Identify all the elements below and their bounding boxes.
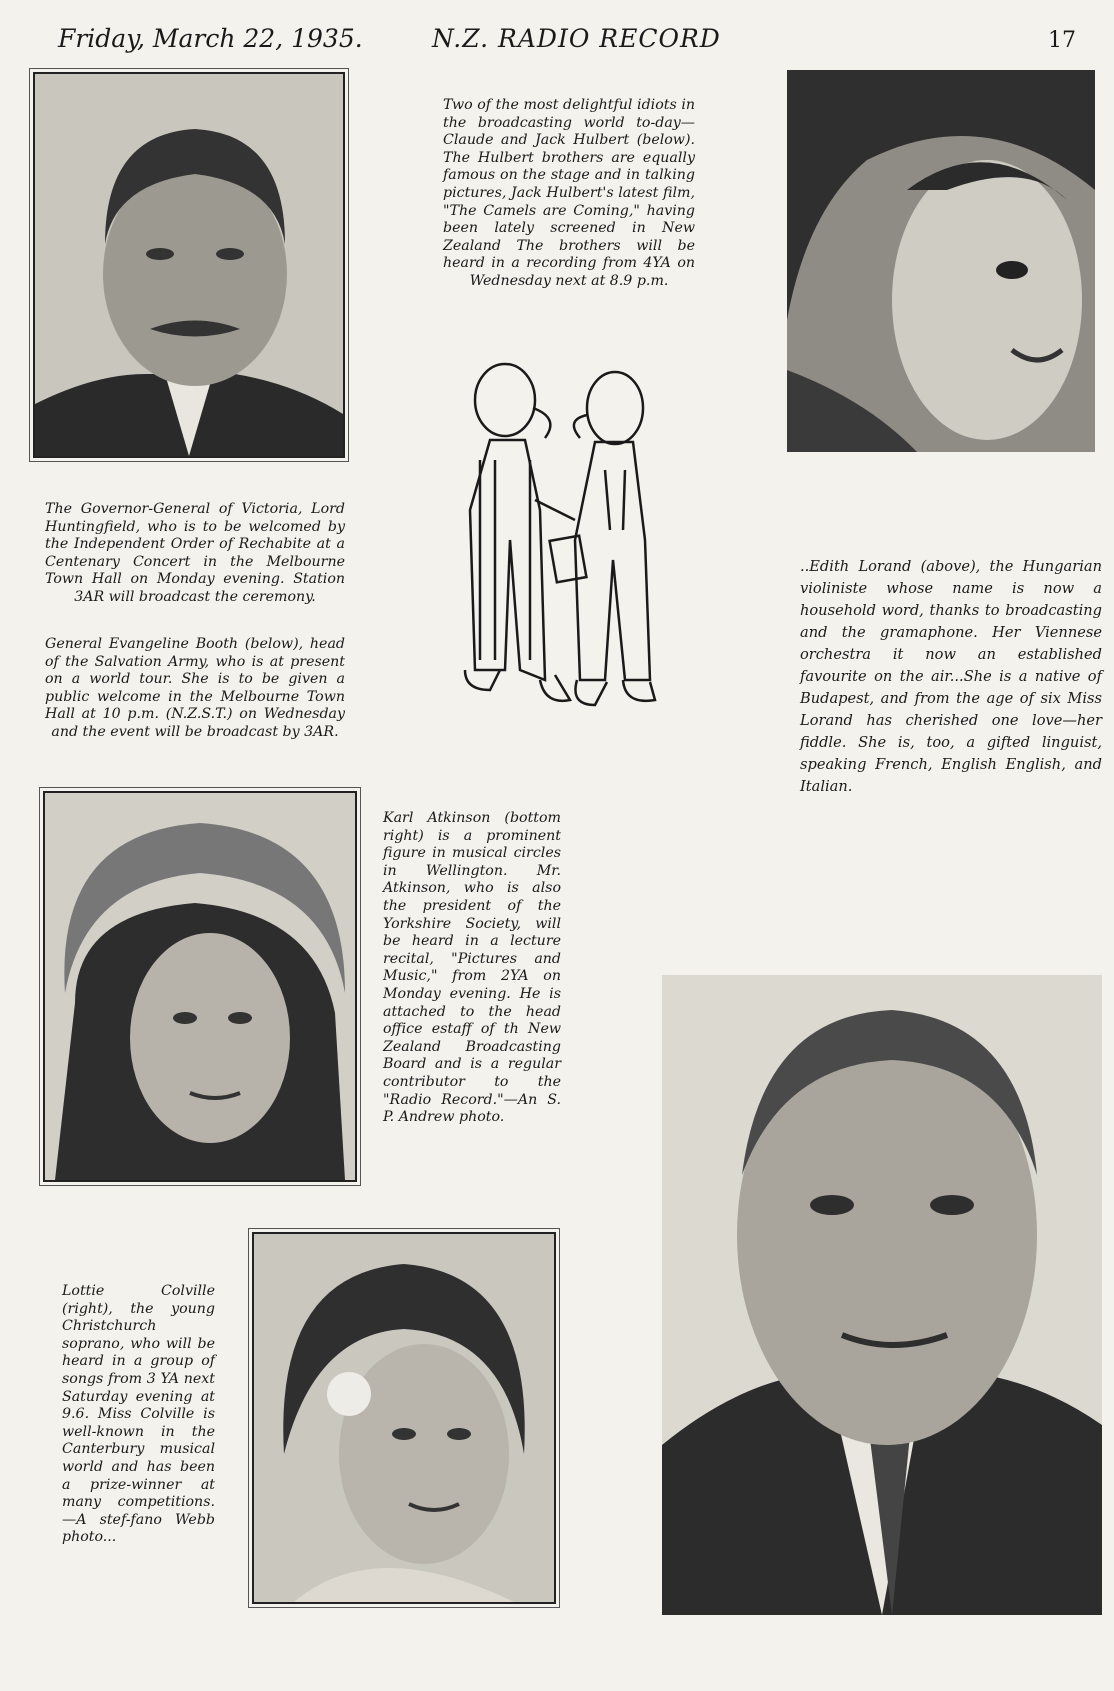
photo-edith-lorand <box>787 70 1095 452</box>
page-number: 17 <box>1048 28 1076 53</box>
caption-karl-atkinson: Karl Atkinson (bottom right) is a prominent figure in musical circles in Wellington. Mr. Atkinson, who is also the president of the Yorkshire Society, will be heard in a lecture recital, "Pictures and Music," from 2YA on Monday evening. He is attached to the head office estaff of th New Zealand Broadcasting Board and is a regular contributor to the "Radio Record."—An S. P. Andrew photo. <box>383 810 561 1126</box>
photo-karl-atkinson <box>662 975 1102 1615</box>
caption-lottie-colville: Lottie Colville (right), the young Christchurch soprano, who will be heard in a group of songs from 3 YA next Saturday evening at 9.6. Miss Colville is well-known in the Canterbury musical world and has been a prize-winner at many competitions.—A stef-fano Webb photo... <box>62 1283 215 1546</box>
caption-hulbert-brothers: Two of the most delightful idiots in the broadcasting world to-day—Claude and Jack Hulbert (below). The Hulbert brothers are equally famous on the stage and in talking pictures, Jack Hulbert's latest film, "The Camels are Coming," having been lately screened in New Zealand The brothers will be heard in a recording from 4YA on Wednesday next at 8.9 p.m. <box>443 97 695 289</box>
cartoon-hulbert-brothers <box>445 360 690 760</box>
photo-evangeline-booth <box>43 791 357 1182</box>
photo-lord-huntingfield <box>33 72 345 458</box>
photo-lottie-colville <box>252 1232 556 1604</box>
caption-edith-lorand: ..Edith Lorand (above), the Hungarian violiniste whose name is now a household word, thanks to broadcasting and the gramaphone. Her Viennese orchestra it now an established favourite on the air...She is a native of Budapest, and from the age of six Miss Lorand has cherished one love—her fiddle. She is, too, a gifted linguist, speaking French, English English, and Italian. <box>800 558 1102 795</box>
publication-title: N.Z. RADIO RECORD <box>432 24 721 53</box>
header-date: Friday, March 22, 1935. <box>58 24 363 53</box>
caption-evangeline-booth: General Evangeline Booth (below), head of the Salvation Army, who is at present on a world tour. She is to be given a public welcome in the Melbourne Town Hall at 10 p.m. (N.Z.S.T.) on Wednesday and the event will be broadcast by 3AR. <box>45 636 345 740</box>
caption-governor-general: The Governor-General of Victoria, Lord Huntingfield, who is to be welcomed by the Independent Order of Rechabite at a Centenary Concert in the Melbourne Town Hall on Monday evening. Station 3AR will broadcast the ceremony. <box>45 501 345 605</box>
